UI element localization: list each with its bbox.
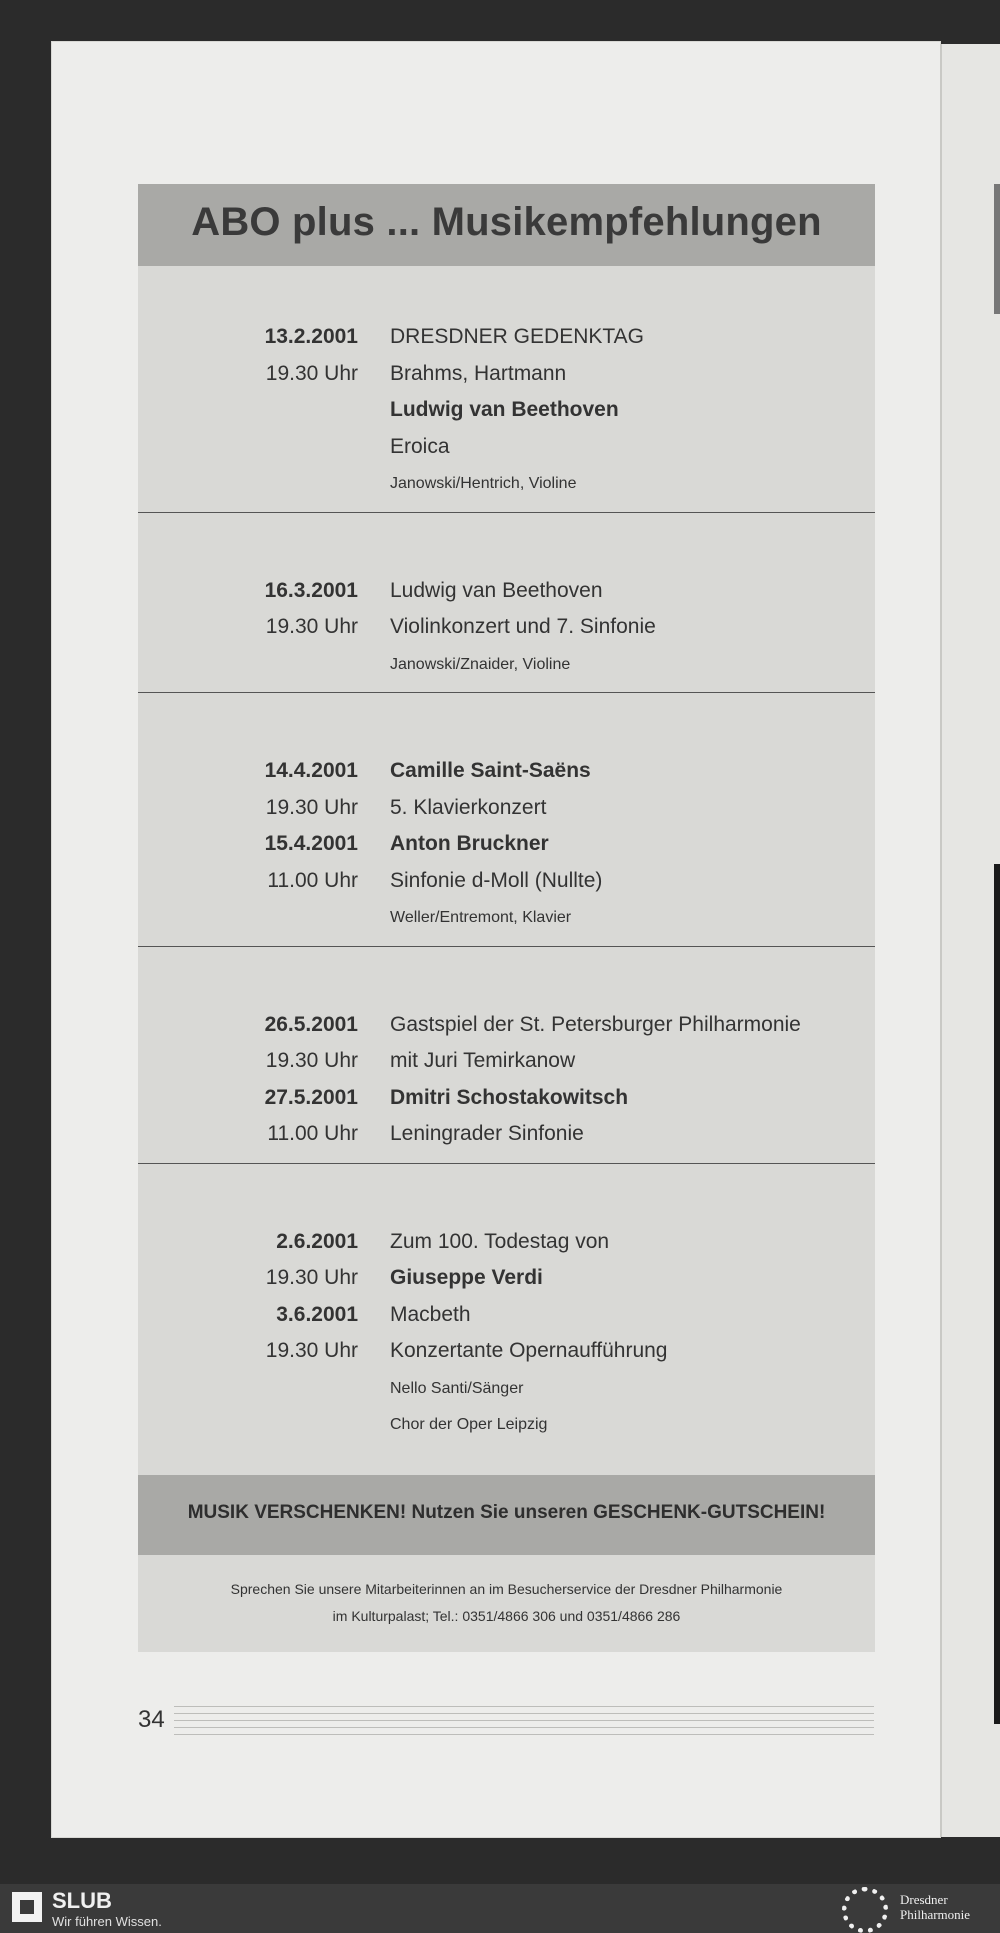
page-title: ABO plus ... Musikempfehlungen	[191, 200, 822, 244]
event-row	[138, 759, 875, 795]
event-detail: Violinkonzert und 7. Sinfonie	[390, 615, 656, 638]
event-row	[138, 1230, 875, 1266]
event-detail: Ludwig van Beethoven	[390, 578, 603, 602]
event-date-time: 13.2.2001	[264, 325, 358, 348]
event-divider	[138, 946, 875, 947]
event-row	[138, 435, 875, 471]
event-detail: Janowski/Znaider, Violine	[390, 655, 571, 673]
page-edge-mark	[994, 864, 1000, 1724]
event-divider	[138, 692, 875, 693]
staff-line	[174, 1727, 874, 1728]
event-row	[138, 579, 875, 615]
event-row	[138, 362, 875, 398]
event-date-time: 19.30 Uhr	[265, 1339, 358, 1362]
event-detail: Zum 100. Todestag von	[390, 1229, 610, 1253]
philharmonie-name-line-2: Philharmonie	[900, 1907, 971, 1922]
event-row	[138, 1412, 875, 1448]
event-detail: Leningrader Sinfonie	[390, 1122, 584, 1145]
event-detail: Konzertante Opernaufführung	[390, 1339, 668, 1362]
event-row	[138, 1086, 875, 1122]
event-detail: Gastspiel der St. Petersburger Philharmonie	[390, 1012, 801, 1036]
event-row	[138, 832, 875, 868]
event-detail: DRESDNER GEDENKTAG	[390, 325, 644, 348]
event-row	[138, 471, 875, 507]
event-date-time: 15.4.2001	[264, 832, 358, 855]
slub-logo-icon[interactable]	[12, 1892, 42, 1922]
footer-bar	[0, 1884, 1000, 1933]
event-row	[138, 869, 875, 905]
staff-line	[174, 1706, 874, 1707]
event-date-time: 26.5.2001	[264, 1012, 358, 1036]
philharmonie-name-line-1: Dresdner	[900, 1892, 948, 1907]
event-date-time: 14.4.2001	[264, 759, 358, 782]
event-divider	[138, 1163, 875, 1164]
event-detail: Eroica	[390, 434, 450, 458]
event-row	[138, 1303, 875, 1339]
event-detail: Macbeth	[390, 1302, 471, 1326]
event-date-time: 19.30 Uhr	[265, 1266, 358, 1289]
event-date-time: 19.30 Uhr	[265, 795, 358, 819]
gift-banner	[138, 1475, 875, 1555]
staff-line	[174, 1734, 874, 1735]
event-detail: Giuseppe Verdi	[390, 1266, 543, 1289]
event-detail: Weller/Entremont, Klavier	[390, 909, 572, 926]
event-date-time: 16.3.2001	[264, 578, 358, 602]
event-row	[138, 1013, 875, 1049]
event-row	[138, 905, 875, 941]
contact-line-1: Sprechen Sie unsere Mitarbeiterinnen an im Besucherservice der Dresdner Philharmonie	[230, 1581, 783, 1597]
event-detail: Anton Bruckner	[390, 832, 549, 855]
slub-name[interactable]: SLUB	[52, 1888, 112, 1913]
event-divider	[138, 512, 875, 513]
event-date-time: 2.6.2001	[276, 1229, 358, 1253]
philharmonie-logo-icon	[842, 1887, 888, 1933]
event-row	[138, 652, 875, 688]
event-date-time: 19.30 Uhr	[265, 615, 358, 638]
title-bar	[138, 184, 875, 266]
next-page-edge	[940, 44, 1000, 1837]
event-row	[138, 1049, 875, 1085]
event-detail: 5. Klavierkonzert	[390, 795, 547, 819]
event-detail: Nello Santi/Sänger	[390, 1379, 524, 1397]
event-date-time: 11.00 Uhr	[267, 868, 358, 892]
event-date-time: 27.5.2001	[264, 1085, 358, 1109]
staff-line	[174, 1720, 874, 1721]
event-date-time: 3.6.2001	[276, 1302, 358, 1326]
event-detail: Ludwig van Beethoven	[390, 398, 619, 421]
staff-line	[174, 1713, 874, 1714]
event-row	[138, 1376, 875, 1412]
event-detail: Sinfonie d-Moll (Nullte)	[390, 868, 603, 892]
event-row	[138, 796, 875, 832]
event-row	[138, 615, 875, 651]
event-date-time: 19.30 Uhr	[265, 361, 358, 385]
event-detail: Janowski/Hentrich, Violine	[390, 475, 577, 492]
event-date-time: 19.30 Uhr	[265, 1049, 358, 1072]
event-detail: Chor der Oper Leipzig	[390, 1416, 548, 1433]
philharmonie-name	[900, 1892, 1000, 1922]
event-row	[138, 1339, 875, 1375]
event-detail: Dmitri Schostakowitsch	[390, 1085, 629, 1109]
contact-line-2: im Kulturpalast; Tel.: 0351/4866 306 und 0351/4866 286	[332, 1608, 681, 1624]
slub-tagline: Wir führen Wissen.	[52, 1914, 162, 1929]
event-date-time: 11.00 Uhr	[267, 1122, 358, 1145]
event-row	[138, 398, 875, 434]
event-row	[138, 1266, 875, 1302]
event-row	[138, 1122, 875, 1158]
recommendations-panel	[138, 184, 875, 1652]
event-row	[138, 325, 875, 361]
event-detail: Camille Saint-Saëns	[390, 759, 591, 782]
page-number: 34	[138, 1706, 165, 1733]
event-detail: mit Juri Temirkanow	[390, 1049, 576, 1072]
gift-banner-text: MUSIK VERSCHENKEN! Nutzen Sie unseren GESCHENK-GUTSCHEIN!	[187, 1502, 826, 1523]
page-edge-mark	[994, 184, 1000, 314]
event-detail: Brahms, Hartmann	[390, 361, 567, 385]
